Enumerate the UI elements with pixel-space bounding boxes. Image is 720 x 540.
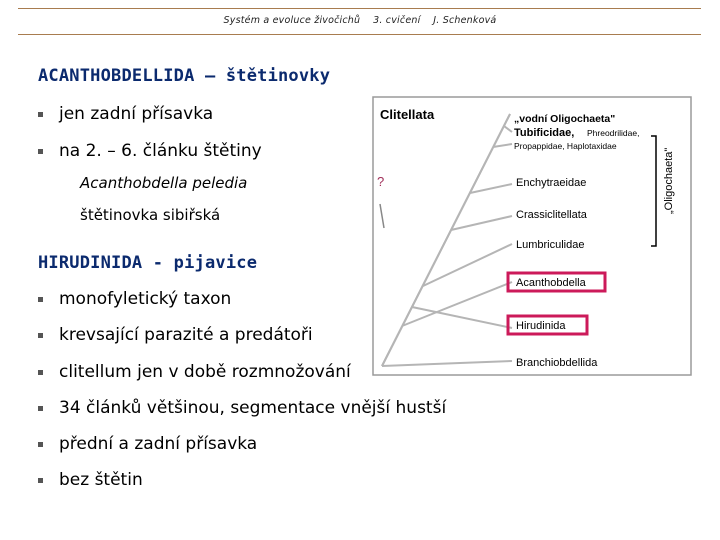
bullet-item — [38, 289, 231, 309]
bullet-item — [38, 141, 262, 161]
square-bullet-icon — [38, 297, 43, 302]
taxon-label: Enchytraeidae — [516, 177, 587, 189]
taxon-label: Propappidae, Haplotaxidae — [514, 141, 617, 151]
bullet-text: přední a zadní přísavka — [59, 434, 258, 454]
oligochaeta-side-label: „Oligochaeta" — [663, 147, 675, 214]
header-top-rule — [18, 8, 701, 9]
square-bullet-icon — [38, 478, 43, 483]
taxon-label: Phreodrilidae, — [587, 128, 640, 138]
title-taxon: ACANTHOBDELLIDA – — [38, 66, 226, 86]
tree-root-label: Clitellata — [380, 107, 435, 122]
section-title-hirudinida: HIRUDINIDA - pijavice — [38, 253, 258, 273]
species-latin-name: Acanthobdella peledia — [80, 174, 248, 192]
bullet-text: bez štětin — [59, 470, 143, 490]
title-common-name: štětinovky — [225, 66, 331, 86]
question-mark: ? — [377, 174, 385, 189]
square-bullet-icon — [38, 370, 43, 375]
bullet-text: jen zadní přísavka — [59, 104, 214, 124]
square-bullet-icon — [38, 333, 43, 338]
page-header: Systém a evoluce živočichů 3. cvičení J. Schenková — [223, 15, 497, 26]
bullet-item — [38, 325, 313, 345]
bullet-text: na 2. – 6. článku štětiny — [59, 141, 262, 161]
bullet-item — [38, 104, 213, 124]
taxon-label: Crassiclitellata — [516, 209, 587, 221]
phylogenetic-tree — [372, 96, 692, 376]
square-bullet-icon — [38, 406, 43, 411]
bullet-item — [38, 398, 446, 418]
section-title-acanthobdellida — [38, 66, 330, 86]
species-czech-name: štětinovka sibiřská — [80, 206, 221, 224]
bullet-item — [38, 434, 257, 454]
bullet-text: clitellum jen v době rozmnožování — [59, 362, 351, 382]
taxon-label: Lumbriculidae — [516, 239, 585, 251]
taxon-label: „vodní Oligochaeta" — [514, 113, 616, 125]
taxon-label: Acanthobdella — [516, 277, 586, 289]
taxon-label: Hirudinida — [516, 320, 566, 332]
taxon-label: Branchiobdellida — [516, 357, 598, 369]
square-bullet-icon — [38, 149, 43, 154]
taxon-label: Tubificidae, — [514, 127, 575, 139]
bullet-item — [38, 362, 351, 382]
header-bottom-rule — [18, 34, 701, 35]
square-bullet-icon — [38, 112, 43, 117]
bullet-text: monofyletický taxon — [59, 289, 232, 309]
bullet-item — [38, 470, 143, 490]
bullet-text: 34 článků většinou, segmentace vnější hustší — [59, 398, 447, 418]
bullet-text: krevsající parazité a predátoři — [59, 325, 313, 345]
square-bullet-icon — [38, 442, 43, 447]
